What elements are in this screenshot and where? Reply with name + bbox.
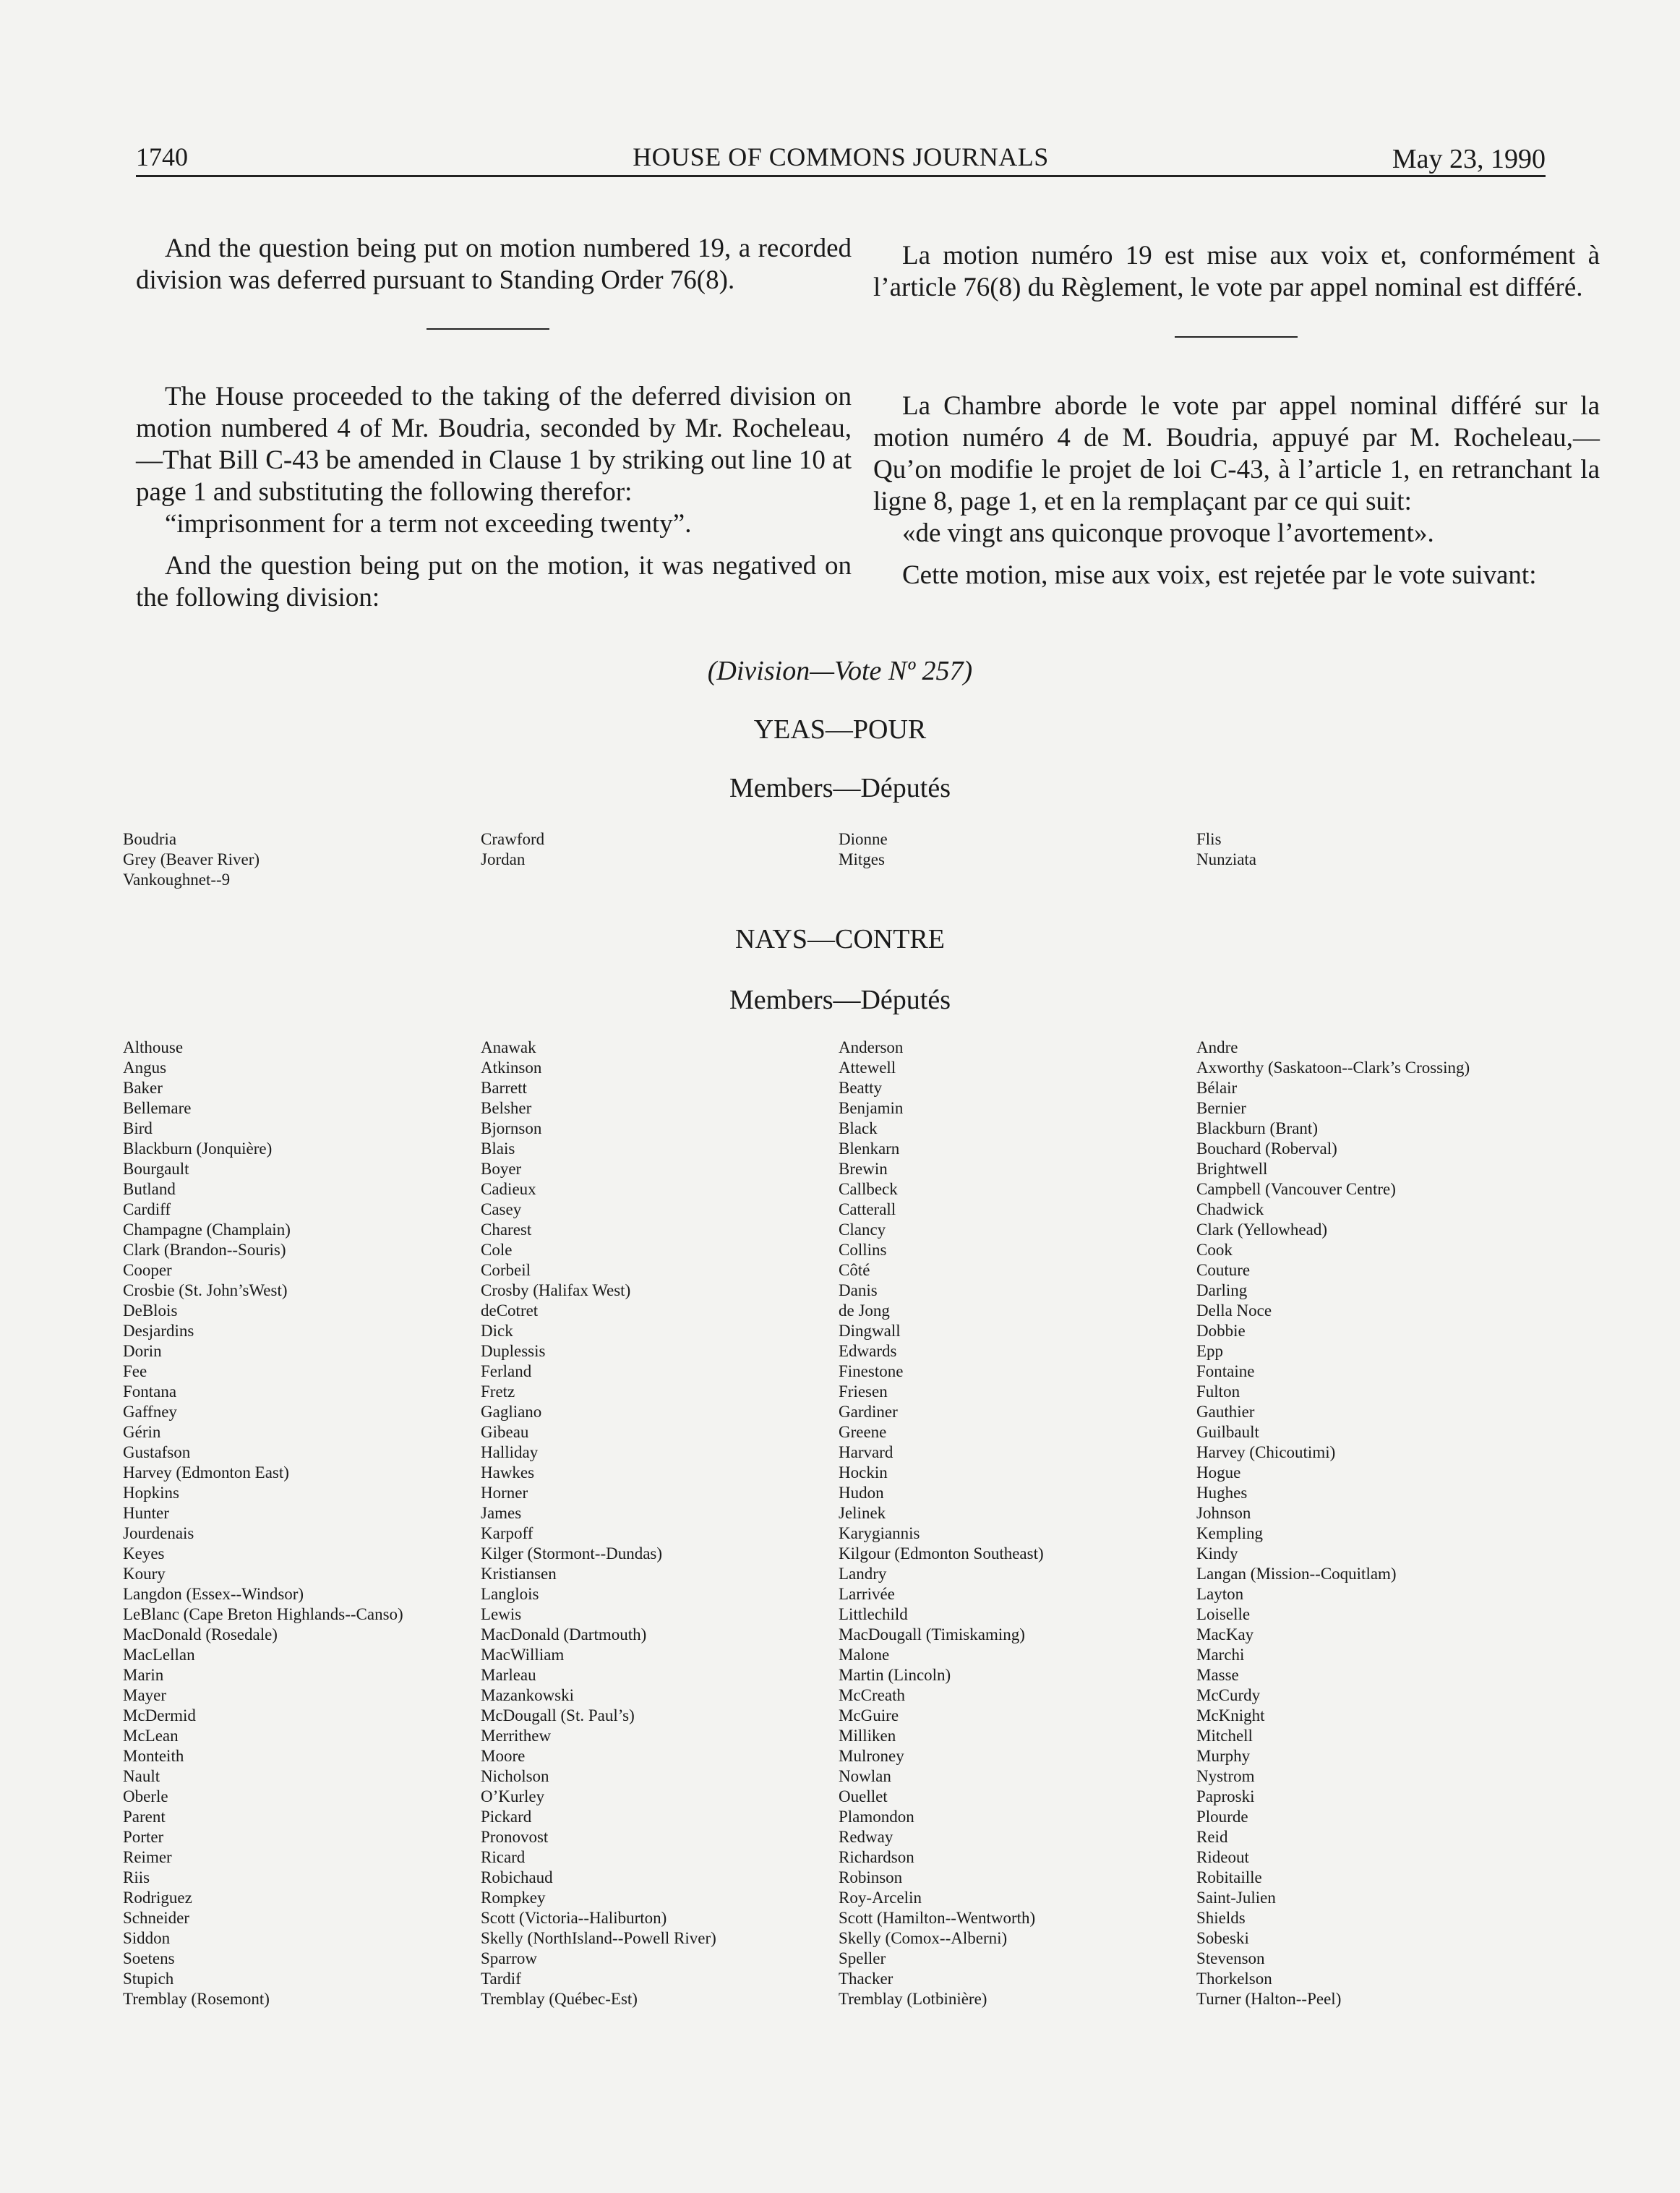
member-name: Hughes (1196, 1484, 1248, 1502)
member-name: Skelly (NorthIsland--Powell River) (481, 1929, 716, 1947)
member-name: Cardiff (123, 1200, 171, 1218)
nays-heading: NAYS—CONTRE (735, 924, 945, 954)
member-name: Bellemare (123, 1099, 192, 1117)
member-name: Catterall (839, 1200, 896, 1218)
member-name: Chadwick (1196, 1200, 1264, 1218)
member-name: Clancy (839, 1221, 886, 1239)
member-name: Stupich (123, 1970, 174, 1988)
member-name: Bourgault (123, 1160, 189, 1178)
member-name: Flis (1196, 830, 1222, 848)
member-name: Fretz (481, 1382, 515, 1401)
member-name: MacWilliam (481, 1646, 565, 1664)
member-name: Fulton (1196, 1382, 1240, 1401)
member-name: Turner (Halton--Peel) (1196, 1990, 1342, 2008)
member-name: Larrivée (839, 1585, 895, 1603)
member-name: Mayer (123, 1686, 167, 1704)
member-name: Nowlan (839, 1767, 891, 1785)
member-name: Blenkarn (839, 1140, 900, 1158)
member-name: Rompkey (481, 1889, 546, 1907)
member-name: Thorkelson (1196, 1970, 1272, 1988)
member-name: Richardson (839, 1848, 914, 1866)
page-number: 1740 (136, 142, 188, 171)
member-name: Angus (123, 1059, 167, 1077)
member-name: Gauthier (1196, 1403, 1255, 1421)
member-name: Redway (839, 1828, 893, 1846)
member-name: Côté (839, 1261, 870, 1279)
nays-column (481, 1038, 839, 2009)
member-name: Clark (Yellowhead) (1196, 1221, 1327, 1239)
member-name: Riis (123, 1868, 150, 1886)
member-name: Crosby (Halifax West) (481, 1281, 631, 1299)
member-name: Shields (1196, 1909, 1246, 1927)
member-name: LeBlanc (Cape Breton Highlands--Canso) (123, 1605, 403, 1623)
member-name: Hudon (839, 1484, 884, 1502)
member-name: O’Kurley (481, 1787, 545, 1805)
section2-french (873, 390, 1600, 591)
member-name: Blackburn (Jonquière) (123, 1140, 273, 1158)
member-name: Schneider (123, 1909, 189, 1927)
yeas-column (839, 829, 1196, 890)
member-name: Plourde (1196, 1808, 1248, 1826)
member-name: Nicholson (481, 1767, 549, 1785)
member-name: Sparrow (481, 1949, 537, 1967)
member-name: Karygiannis (839, 1524, 920, 1542)
member-name: McKnight (1196, 1706, 1265, 1724)
member-name: Corbeil (481, 1261, 531, 1279)
division-title: (Division—Vote Nº 257) (707, 656, 973, 686)
member-name: Collins (839, 1241, 887, 1259)
member-name: Benjamin (839, 1099, 904, 1117)
member-name: Tremblay (Rosemont) (123, 1990, 270, 2008)
member-name: Thacker (839, 1970, 893, 1988)
yeas-column (1196, 829, 1554, 890)
nays-list (123, 1038, 1605, 2009)
member-name: Reimer (123, 1848, 172, 1866)
yeas-column (481, 829, 839, 890)
member-name: Paproski (1196, 1787, 1255, 1805)
member-name: Casey (481, 1200, 522, 1218)
member-name: Nunziata (1196, 850, 1257, 868)
member-name: Belsher (481, 1099, 532, 1117)
member-name: McLean (123, 1727, 179, 1745)
member-name: Nault (123, 1767, 160, 1785)
member-name: Roy-Arcelin (839, 1889, 922, 1907)
page-header (136, 132, 1546, 177)
member-name: Cook (1196, 1241, 1233, 1259)
member-name: Gaffney (123, 1403, 177, 1421)
member-name: McDermid (123, 1706, 196, 1724)
member-name: Harvey (Chicoutimi) (1196, 1443, 1336, 1461)
member-name: Fontaine (1196, 1362, 1255, 1380)
member-name: Hogue (1196, 1463, 1241, 1482)
section1-english (136, 233, 852, 296)
member-name: Marin (123, 1666, 164, 1684)
member-name: Ricard (481, 1848, 526, 1866)
member-name: Milliken (839, 1727, 896, 1745)
member-name: Tardif (481, 1970, 521, 1988)
member-name: Gibeau (481, 1423, 529, 1441)
member-name: Ferland (481, 1362, 532, 1380)
member-name: McDougall (St. Paul’s) (481, 1706, 635, 1724)
member-name: Fontana (123, 1382, 177, 1401)
member-name: Butland (123, 1180, 176, 1198)
member-name: Greene (839, 1423, 887, 1441)
result-paragraph: And the question being put on the motion, it was negatived on the following division: (136, 551, 852, 612)
member-name: deCotret (481, 1301, 539, 1320)
member-name: Bjornson (481, 1119, 542, 1137)
member-name: Guilbault (1196, 1423, 1259, 1441)
member-name: McCurdy (1196, 1686, 1261, 1704)
member-name: Anawak (481, 1038, 536, 1056)
member-name: Harvard (839, 1443, 893, 1461)
member-name: Beatty (839, 1079, 883, 1097)
member-name: Mazankowski (481, 1686, 575, 1704)
member-name: Tremblay (Lotbinière) (839, 1990, 987, 2008)
member-name: Robichaud (481, 1868, 553, 1886)
member-name: Mulroney (839, 1747, 904, 1765)
member-name: Merrithew (481, 1727, 552, 1745)
member-name: Malone (839, 1646, 890, 1664)
member-name: Campbell (Vancouver Centre) (1196, 1180, 1396, 1198)
member-name: Barrett (481, 1079, 527, 1097)
member-name: MacDougall (Timiskaming) (839, 1625, 1025, 1643)
member-name: Vankoughnet--9 (123, 871, 231, 889)
result-paragraph: Cette motion, mise aux voix, est rejetée par le vote suivant: (902, 560, 1537, 590)
member-name: Duplessis (481, 1342, 546, 1360)
member-name: Blais (481, 1140, 515, 1158)
member-name: Robinson (839, 1868, 903, 1886)
yeas-list (123, 829, 1605, 890)
motion-paragraph: La Chambre aborde le vote par appel nominal différé sur la motion numéro 4 de M. Boudria, appuyé par M. Rocheleau,—Qu’on modifie le projet de loi C-43, à l’article 1, en retranchant la ligne 8, page 1, et en la remplaçant par ce qui suit: (873, 391, 1600, 516)
member-name: Gagliano (481, 1403, 542, 1421)
member-name: Axworthy (Saskatoon--Clark’s Crossing) (1196, 1059, 1470, 1077)
member-name: Black (839, 1119, 878, 1137)
member-name: Robitaille (1196, 1868, 1262, 1886)
member-name: MacDonald (Rosedale) (123, 1625, 278, 1643)
member-name: Jordan (481, 850, 526, 868)
member-name: Mitges (839, 850, 885, 868)
member-name: Murphy (1196, 1747, 1251, 1765)
member-name: Koury (123, 1565, 166, 1583)
member-name: Marleau (481, 1666, 536, 1684)
member-name: Landry (839, 1565, 887, 1583)
member-name: Charest (481, 1221, 532, 1239)
member-name: Dick (481, 1322, 513, 1340)
member-name: Atkinson (481, 1059, 542, 1077)
member-name: Boudria (123, 830, 177, 848)
member-name: Finestone (839, 1362, 904, 1380)
member-name: Halliday (481, 1443, 539, 1461)
member-name: Epp (1196, 1342, 1224, 1360)
member-name: Kilger (Stormont--Dundas) (481, 1544, 663, 1563)
member-name: Dionne (839, 830, 888, 848)
member-name: Kindy (1196, 1544, 1238, 1563)
member-name: Gardiner (839, 1403, 898, 1421)
member-name: Martin (Lincoln) (839, 1666, 951, 1684)
member-name: Champagne (Champlain) (123, 1221, 291, 1239)
member-name: Danis (839, 1281, 878, 1299)
member-name: Anderson (839, 1038, 904, 1056)
member-name: Langlois (481, 1585, 539, 1603)
member-name: de Jong (839, 1301, 890, 1320)
member-name: Stevenson (1196, 1949, 1265, 1967)
member-name: Callbeck (839, 1180, 898, 1198)
member-name: Kilgour (Edmonton Southeast) (839, 1544, 1044, 1563)
member-name: Dobbie (1196, 1322, 1246, 1340)
member-name: Dorin (123, 1342, 162, 1360)
yeas-heading: YEAS—POUR (753, 714, 927, 745)
member-name: Speller (839, 1949, 886, 1967)
amendment-quote: “imprisonment for a term not exceeding twenty”. (165, 509, 692, 539)
member-name: Horner (481, 1484, 528, 1502)
member-name: Nystrom (1196, 1767, 1255, 1785)
member-name: Keyes (123, 1544, 165, 1563)
member-name: Baker (123, 1079, 163, 1097)
member-name: Desjardins (123, 1322, 194, 1340)
section2-english (136, 381, 852, 614)
member-name: Hockin (839, 1463, 888, 1482)
member-name: McCreath (839, 1686, 905, 1704)
member-name: Cooper (123, 1261, 172, 1279)
member-name: Lewis (481, 1605, 522, 1623)
member-name: Clark (Brandon--Souris) (123, 1241, 286, 1259)
nays-column (1196, 1038, 1554, 2009)
member-name: Rideout (1196, 1848, 1249, 1866)
member-name: Althouse (123, 1038, 184, 1056)
member-name: Brightwell (1196, 1160, 1268, 1178)
member-name: McGuire (839, 1706, 899, 1724)
nays-column (123, 1038, 481, 2009)
member-name: Crawford (481, 830, 545, 848)
section-divider (427, 328, 549, 330)
member-name: Karpoff (481, 1524, 533, 1542)
member-name: Monteith (123, 1747, 184, 1765)
member-name: Parent (123, 1808, 166, 1826)
member-name: Boyer (481, 1160, 522, 1178)
member-name: Skelly (Comox--Alberni) (839, 1929, 1008, 1947)
member-name: Darling (1196, 1281, 1248, 1299)
member-name: Loiselle (1196, 1605, 1251, 1623)
member-name: Bernier (1196, 1099, 1246, 1117)
member-name: MacLellan (123, 1646, 195, 1664)
member-name: Friesen (839, 1382, 888, 1401)
member-name: Hunter (123, 1504, 169, 1522)
member-name: Plamondon (839, 1808, 914, 1826)
nays-column (839, 1038, 1196, 2009)
member-name: Soetens (123, 1949, 175, 1967)
member-name: Dingwall (839, 1322, 901, 1340)
member-name: Porter (123, 1828, 164, 1846)
member-name: Layton (1196, 1585, 1244, 1603)
member-name: Mitchell (1196, 1727, 1253, 1745)
member-name: Grey (Beaver River) (123, 850, 260, 868)
amendment-quote: «de vingt ans quiconque provoque l’avortement». (902, 518, 1434, 548)
member-name: Langan (Mission--Coquitlam) (1196, 1565, 1397, 1583)
member-name: Crosbie (St. John’sWest) (123, 1281, 288, 1299)
member-name: Sobeski (1196, 1929, 1249, 1947)
member-name: Cadieux (481, 1180, 536, 1198)
member-name: Della Noce (1196, 1301, 1272, 1320)
yeas-column (123, 829, 481, 890)
member-name: Masse (1196, 1666, 1239, 1684)
paragraph: La motion numéro 19 est mise aux voix et, conformément à l’article 76(8) du Règlement, le vote par appel nominal est différé. (873, 241, 1600, 302)
member-name: MacKay (1196, 1625, 1254, 1643)
member-name: Pickard (481, 1808, 532, 1826)
member-name: Gérin (123, 1423, 161, 1441)
member-name: Cole (481, 1241, 513, 1259)
member-name: Bouchard (Roberval) (1196, 1140, 1337, 1158)
member-name: Saint-Julien (1196, 1889, 1276, 1907)
member-name: Attewell (839, 1059, 896, 1077)
member-name: Rodriguez (123, 1889, 192, 1907)
member-name: Pronovost (481, 1828, 549, 1846)
member-name: DeBlois (123, 1301, 178, 1320)
yeas-members-heading: Members—Députés (729, 773, 951, 803)
member-name: Johnson (1196, 1504, 1251, 1522)
member-name: Gustafson (123, 1443, 191, 1461)
member-name: Langdon (Essex--Windsor) (123, 1585, 304, 1603)
section-divider (1175, 336, 1298, 338)
member-name: Scott (Hamilton--Wentworth) (839, 1909, 1036, 1927)
member-name: Jourdenais (123, 1524, 194, 1542)
member-name: Bird (123, 1119, 153, 1137)
member-name: Edwards (839, 1342, 897, 1360)
member-name: Reid (1196, 1828, 1228, 1846)
member-name: Couture (1196, 1261, 1251, 1279)
member-name: Littlechild (839, 1605, 908, 1623)
member-name: Marchi (1196, 1646, 1245, 1664)
motion-paragraph: The House proceeded to the taking of the deferred division on motion numbered 4 of Mr. Boudria, seconded by Mr. Rocheleau,—That Bill C-43 be amended in Clause 1 by striking out line 10 at page 1 and substituting the following therefor: (136, 382, 852, 507)
member-name: Andre (1196, 1038, 1238, 1056)
journal-title: HOUSE OF COMMONS JOURNALS (633, 142, 1049, 171)
member-name: Ouellet (839, 1787, 888, 1805)
member-name: Kristiansen (481, 1565, 557, 1583)
member-name: Tremblay (Québec-Est) (481, 1990, 638, 2008)
member-name: James (481, 1504, 522, 1522)
member-name: Oberle (123, 1787, 168, 1805)
member-name: Hawkes (481, 1463, 535, 1482)
member-name: Moore (481, 1747, 526, 1765)
member-name: Jelinek (839, 1504, 886, 1522)
member-name: Blackburn (Brant) (1196, 1119, 1318, 1137)
member-name: Brewin (839, 1160, 888, 1178)
paragraph: And the question being put on motion numbered 19, a recorded division was deferred pursuant to Standing Order 76(8). (136, 234, 852, 295)
journal-date: May 23, 1990 (1392, 144, 1546, 174)
member-name: Bélair (1196, 1079, 1238, 1097)
member-name: MacDonald (Dartmouth) (481, 1625, 647, 1643)
member-name: Fee (123, 1362, 147, 1380)
member-name: Kempling (1196, 1524, 1263, 1542)
section1-french (873, 240, 1600, 304)
nays-members-heading: Members—Députés (729, 985, 951, 1015)
member-name: Scott (Victoria--Haliburton) (481, 1909, 667, 1927)
member-name: Siddon (123, 1929, 171, 1947)
member-name: Harvey (Edmonton East) (123, 1463, 289, 1482)
member-name: Hopkins (123, 1484, 179, 1502)
